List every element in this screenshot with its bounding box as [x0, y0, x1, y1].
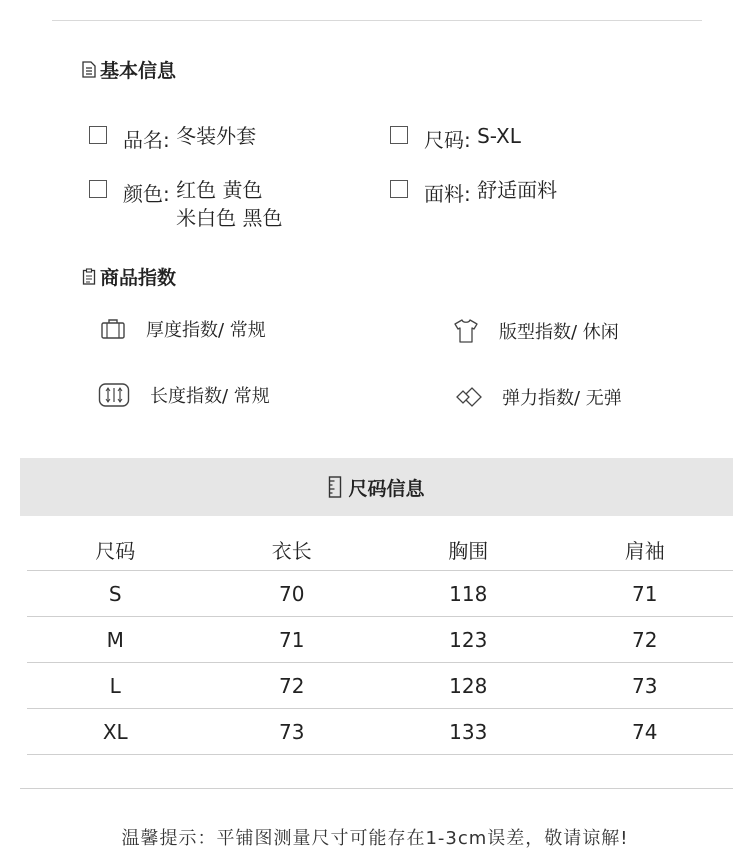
info-value: 舒适面料: [477, 178, 558, 202]
basic-info-title-text: 基本信息: [100, 60, 177, 82]
info-label: 面料:: [424, 182, 471, 206]
info-item-size: [390, 124, 521, 153]
table-cell: M: [27, 617, 204, 663]
header-cell: 肩袖: [624, 538, 665, 563]
document-icon: [82, 61, 96, 78]
clipboard-icon: [82, 268, 96, 285]
product-index-title: [82, 263, 176, 290]
info-value-line-2: 米白色 黑色: [176, 206, 283, 230]
info-item-name: [89, 124, 256, 153]
basic-info-title: [82, 56, 176, 83]
index-text: 厚度指数/ 常规: [146, 320, 266, 341]
info-item-color: [89, 178, 282, 232]
size-info-title: 尺码信息: [348, 477, 425, 500]
index-text: 长度指数/ 常规: [150, 386, 270, 407]
header-cell: 尺码: [95, 538, 136, 563]
table-header-row: [27, 528, 733, 571]
header-cell: 衣长: [271, 538, 312, 563]
info-value: 冬装外套: [176, 124, 257, 148]
table-cell: L: [27, 663, 204, 709]
diamond-icon: [456, 385, 482, 409]
table-cell: 118: [380, 571, 557, 617]
info-label: 品名:: [123, 128, 170, 152]
checkbox[interactable]: [89, 126, 107, 144]
info-label: 颜色:: [123, 182, 170, 206]
table-cell: 123: [380, 617, 557, 663]
table-cell: 133: [380, 709, 557, 755]
measurement-tip: 温馨提示：平铺图测量尺寸可能存在1-3cm误差，敬请谅解!: [121, 828, 629, 849]
table-row: [27, 617, 733, 663]
table-row: [27, 709, 733, 755]
index-fit: [453, 318, 619, 344]
table-cell: 70: [204, 571, 381, 617]
tshirt-icon: [453, 318, 479, 344]
table-cell: XL: [27, 709, 204, 755]
index-text: 弹力指数/ 无弹: [502, 388, 622, 409]
bag-icon: [100, 317, 126, 341]
size-table: [27, 528, 733, 755]
table-cell: 71: [557, 571, 734, 617]
table-cell: 73: [204, 709, 381, 755]
table-row: [27, 663, 733, 709]
ruler-icon: [328, 476, 342, 498]
top-divider: [52, 20, 702, 21]
table-cell: 72: [204, 663, 381, 709]
table-cell: 71: [204, 617, 381, 663]
table-row: [27, 571, 733, 617]
table-cell: 72: [557, 617, 734, 663]
info-value-line-1: 红色 黄色: [176, 178, 263, 202]
checkbox[interactable]: [89, 180, 107, 198]
product-index-title-text: 商品指数: [100, 267, 177, 289]
info-value: S-XL: [477, 124, 521, 148]
size-info-header: [20, 458, 733, 516]
index-elasticity: [456, 384, 622, 410]
table-cell: 74: [557, 709, 734, 755]
index-length: [98, 382, 270, 408]
index-thickness: [100, 316, 266, 342]
bottom-divider: [20, 788, 733, 789]
table-cell: 73: [557, 663, 734, 709]
index-text: 版型指数/ 休闲: [499, 322, 619, 343]
table-cell: S: [27, 571, 204, 617]
length-icon: [98, 382, 130, 408]
info-item-fabric: [390, 178, 557, 207]
checkbox[interactable]: [390, 180, 408, 198]
header-cell: 胸围: [448, 538, 489, 563]
info-label: 尺码:: [424, 128, 471, 152]
checkbox[interactable]: [390, 126, 408, 144]
table-cell: 128: [380, 663, 557, 709]
